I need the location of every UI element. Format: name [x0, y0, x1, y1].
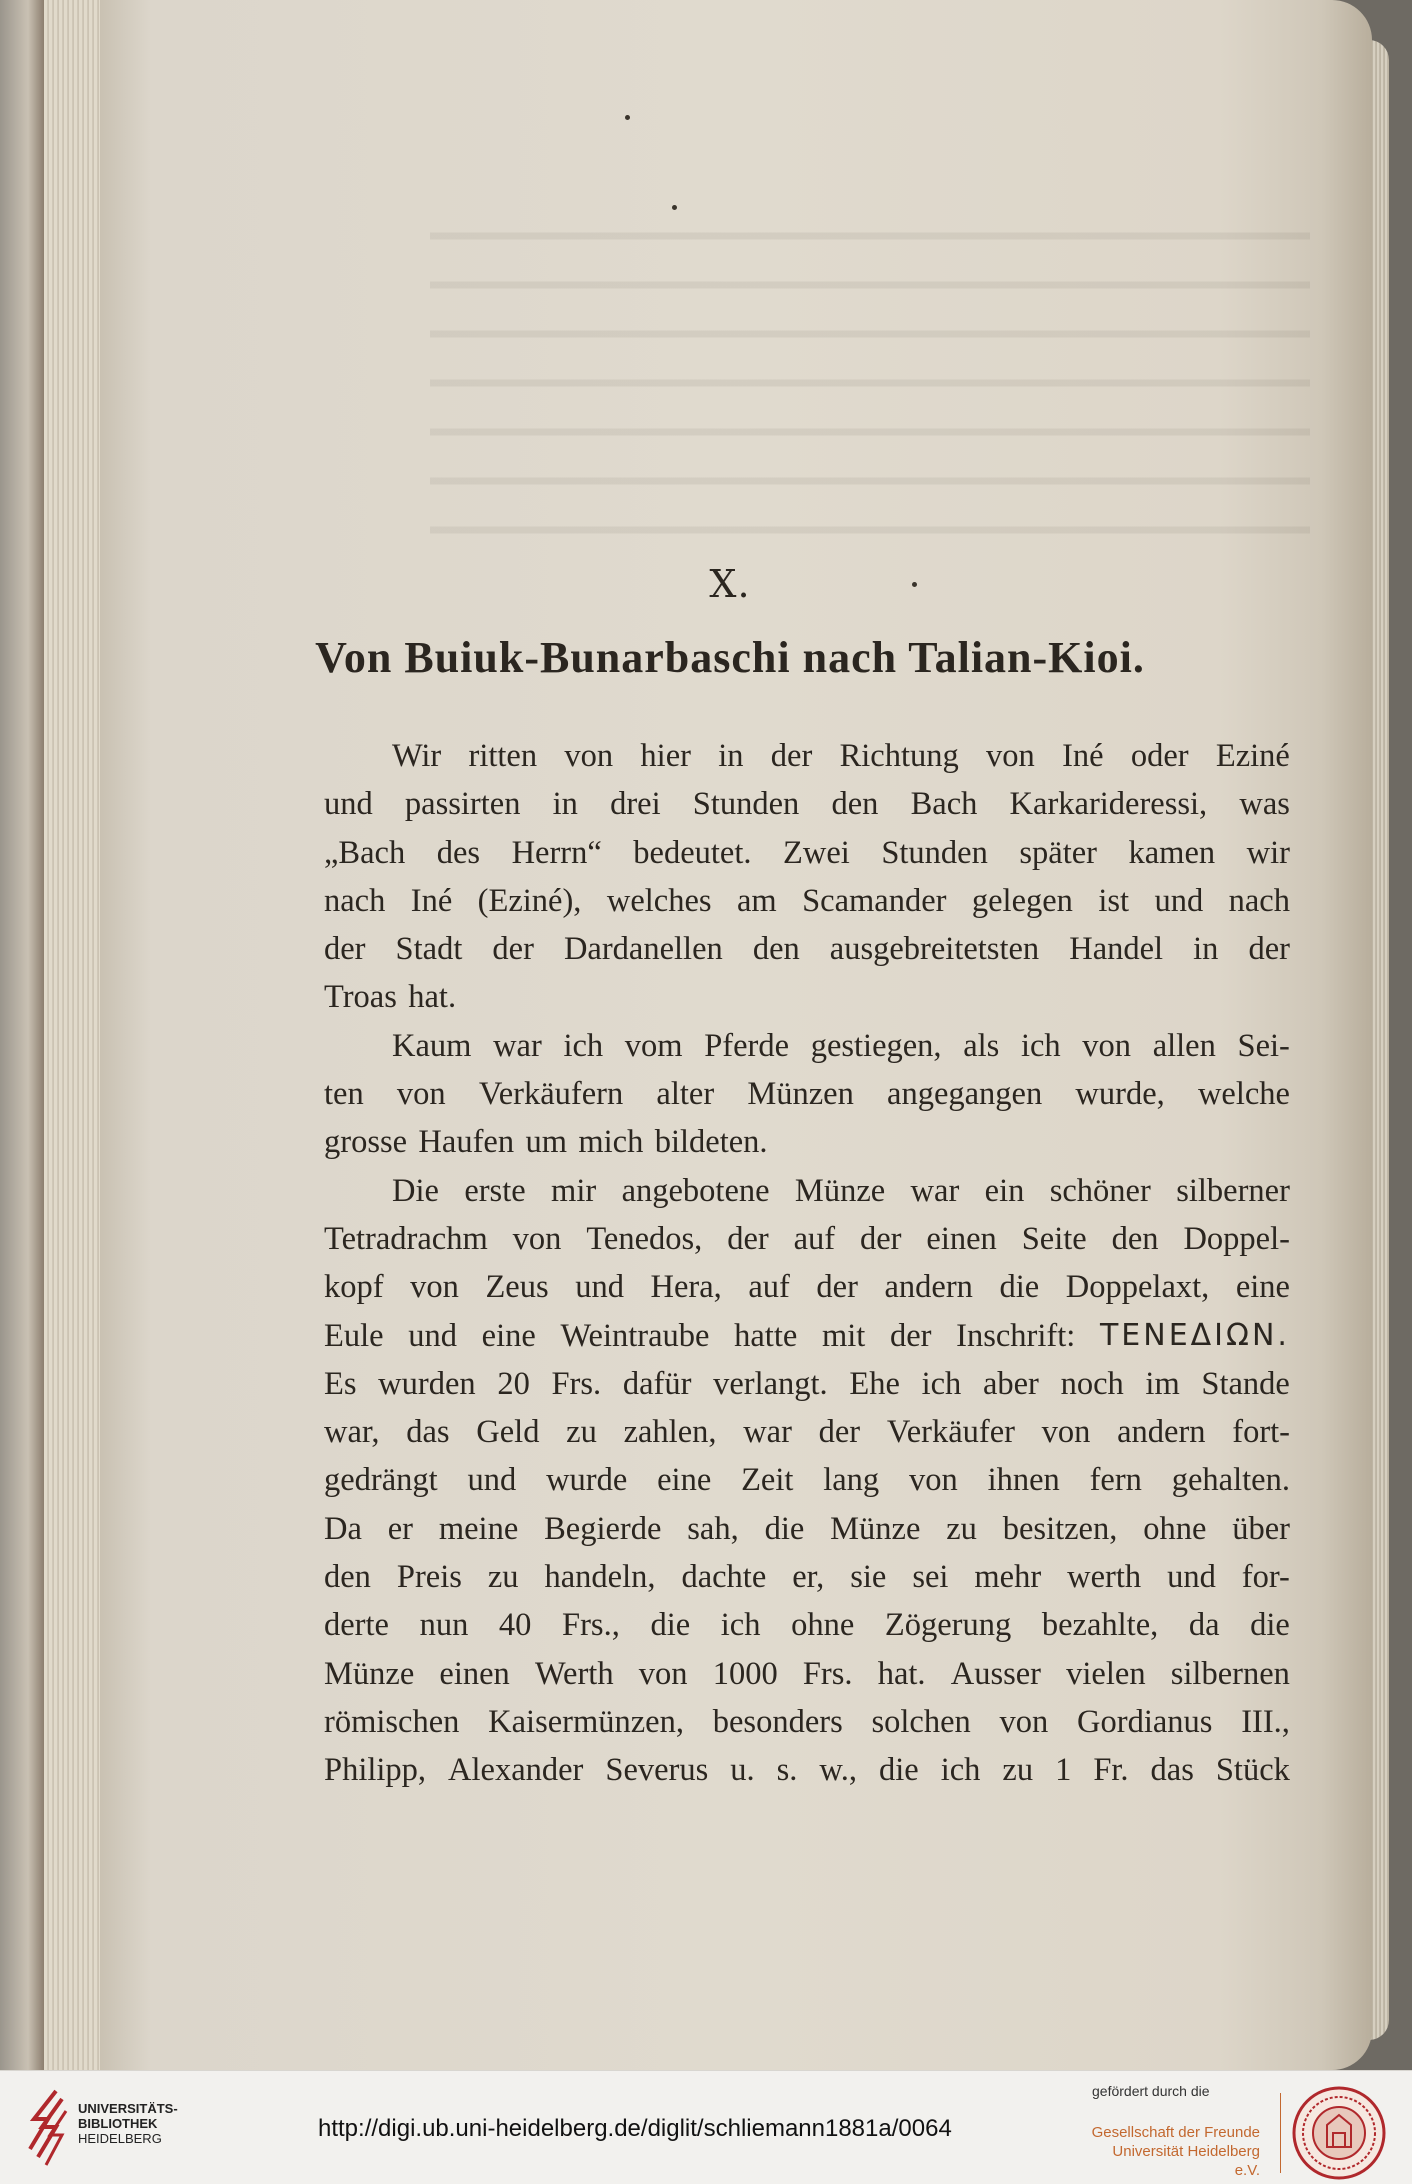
text-line: Da er meine Begierde sah, die Münze zu besitzen, ohne über — [324, 1510, 1290, 1547]
text-line: war, das Geld zu zahlen, war der Verkäufer von andern fort- — [324, 1414, 1290, 1451]
text-line: derte nun 40 Frs., die ich ohne Zögerung bezahlte, da die — [324, 1607, 1290, 1644]
library-name-line2: BIBLIOTHEK — [78, 2116, 158, 2131]
text-line: Philipp, Alexander Severus u. s. w., die ich zu 1 Fr. das Stück — [324, 1752, 1290, 1789]
text-line: „Bach des Herrn“ bedeutet. Zwei Stunden später kamen wir — [324, 834, 1290, 871]
text-line: Wir ritten von hier in der Richtung von Iné oder Eziné — [392, 738, 1290, 774]
text-line: Eule und eine Weintraube hatte mit der Inschrift: TENEΔIΩN. — [324, 1312, 1290, 1360]
text-line: römischen Kaisermünzen, besonders solchen von Gordianus III., — [324, 1703, 1290, 1740]
ink-speck — [912, 582, 917, 587]
library-name — [78, 2101, 178, 2146]
chapter-number: X. — [709, 562, 751, 606]
text-line: nach Iné (Eziné), welches am Scamander gelegen ist und nach — [324, 882, 1290, 919]
text-line: der Stadt der Dardanellen den ausgebreitetsten Handel in der — [324, 931, 1290, 968]
society-name-line2: Universität Heidelberg e.V. — [1112, 2143, 1260, 2179]
society-name — [1090, 2123, 1260, 2180]
greek-inscription: TENEΔIΩN. — [1099, 1317, 1290, 1353]
university-seal-icon — [1291, 2085, 1387, 2181]
library-logo-icon — [26, 2089, 68, 2173]
text-line: Münze einen Werth von 1000 Frs. hat. Ausser vielen silbernen — [324, 1655, 1290, 1692]
library-name-line1: UNIVERSITÄTS- — [78, 2101, 178, 2116]
library-name-line3: HEIDELBERG — [78, 2131, 162, 2146]
text-line: Kaum war ich vom Pferde gestiegen, als ich von allen Sei- — [392, 1027, 1290, 1064]
text-line: Die erste mir angebotene Münze war ein schöner silberner — [392, 1172, 1290, 1209]
permalink-url[interactable]: http://digi.ub.uni-heidelberg.de/diglit/schliemann1881a/0064 — [318, 2115, 952, 2142]
text-line: und passirten in drei Stunden den Bach Karkarideressi, was — [324, 786, 1290, 823]
body-text — [324, 732, 1290, 1795]
text-line: ten von Verkäufern alter Münzen angegangen wurde, welche — [324, 1076, 1290, 1113]
funded-by-label: gefördert durch die — [1092, 2083, 1210, 2099]
text-line: Troas hat. — [324, 979, 457, 1016]
text-line: grosse Haufen um mich bildeten. — [324, 1124, 768, 1161]
show-through-text — [430, 200, 1310, 560]
ink-speck — [672, 205, 677, 210]
page-edges-left — [44, 0, 106, 2070]
footer-divider — [1280, 2093, 1281, 2173]
text-line: Tetradrachm von Tenedos, der auf der einen Seite den Doppel- — [324, 1220, 1290, 1257]
ink-speck — [625, 115, 630, 120]
text-line: kopf von Zeus und Hera, auf der andern die Doppelaxt, eine — [324, 1269, 1290, 1306]
text-line: gedrängt und wurde eine Zeit lang von ihnen fern gehalten. — [324, 1462, 1290, 1499]
text-line: Es wurden 20 Frs. dafür verlangt. Ehe ich aber noch im Stande — [324, 1365, 1290, 1402]
chapter-title: Von Buiuk-Bunarbaschi nach Talian-Kioi. — [315, 633, 1145, 682]
text-line: den Preis zu handeln, dachte er, sie sei mehr werth und for- — [324, 1559, 1290, 1596]
society-name-line1: Gesellschaft der Freunde — [1091, 2124, 1260, 2141]
footer-bar — [0, 2070, 1412, 2184]
